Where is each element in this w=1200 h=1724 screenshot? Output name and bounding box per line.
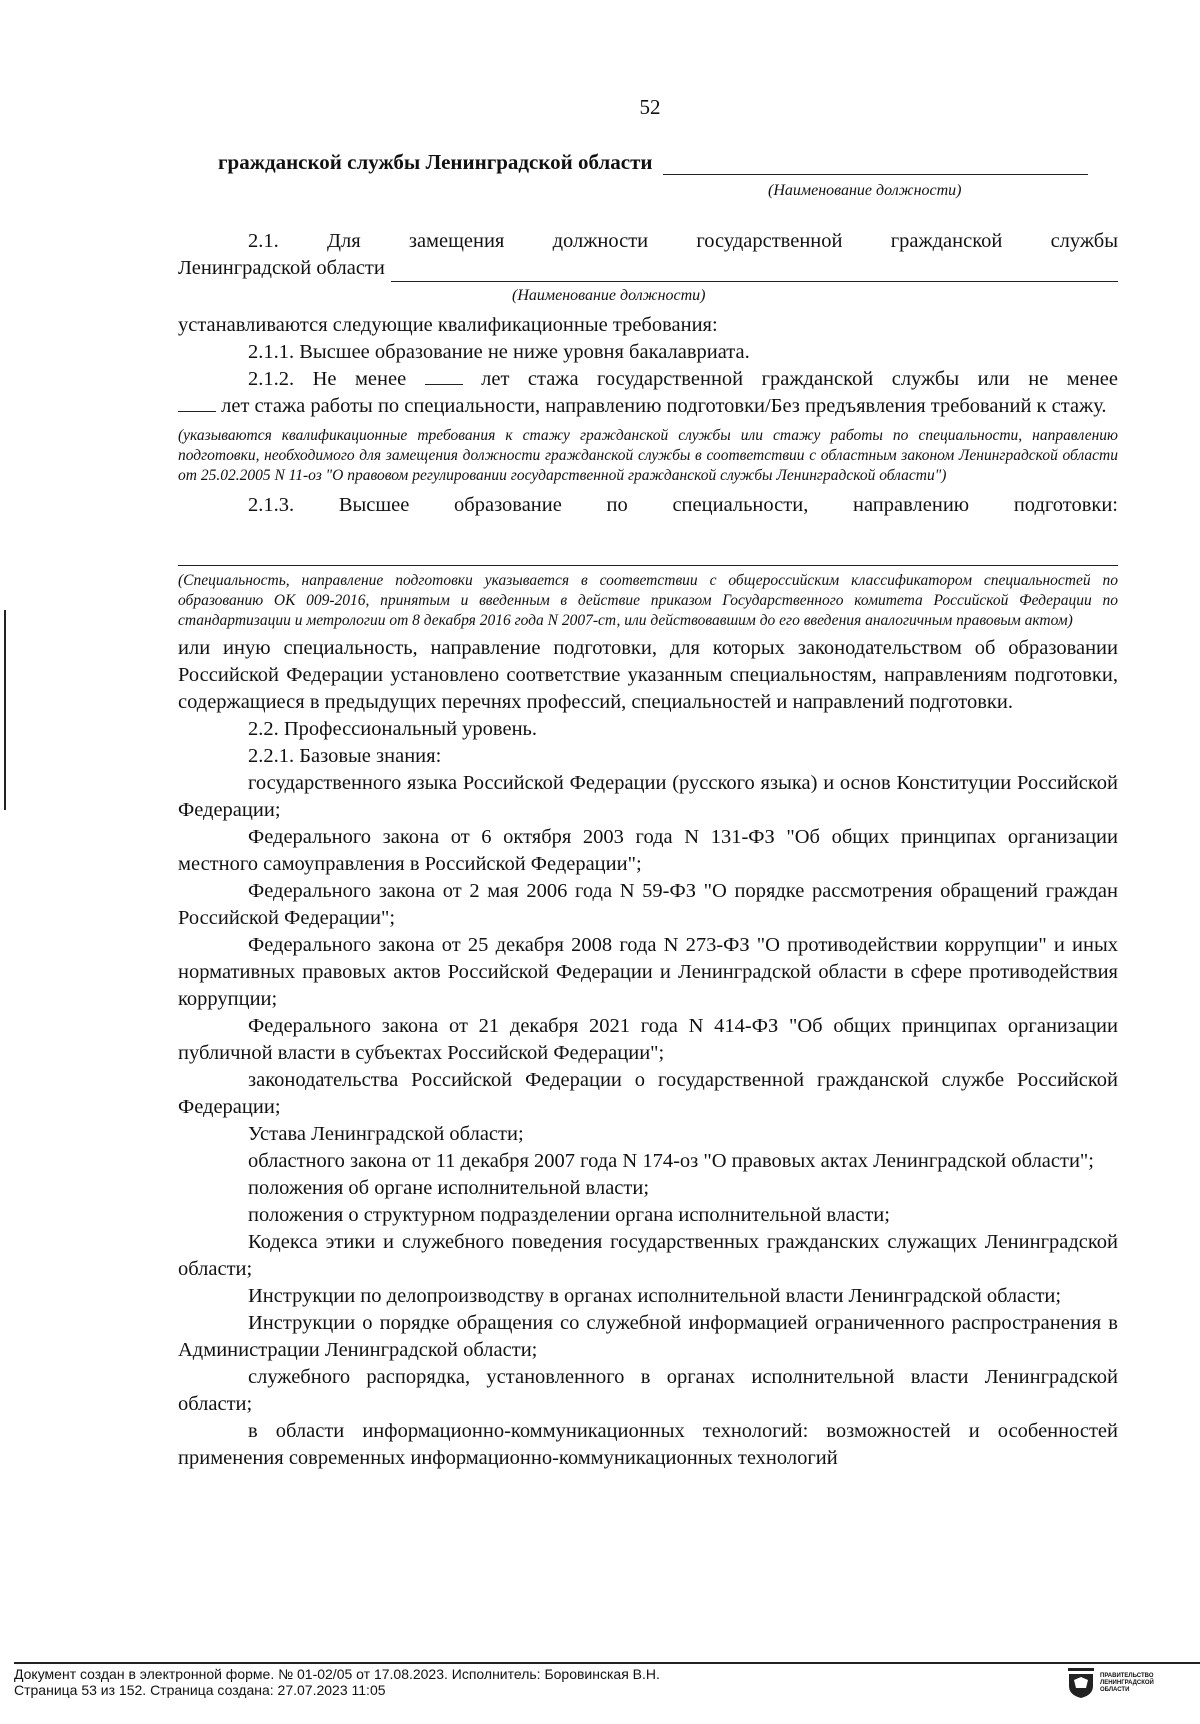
position-caption-1: (Наименование должности) [768,182,962,199]
position-caption-2: (Наименование должности) [512,287,706,304]
government-logo [1068,1668,1170,1698]
document-footer [14,1666,660,1698]
para-2-1-2-start: 2.1.2. Не менее [248,368,407,390]
section-specialty [178,545,1118,1472]
coat-of-arms-icon [1068,1668,1094,1698]
years-blank-1 [425,384,463,385]
knowledge-item: положения о структурном подразделении органа исполнительной власти; [248,1204,890,1226]
knowledge-item: служебного распорядка, установленного в органах исполнительной власти Ленинградской области; [178,1366,1118,1415]
position-blank-line-2 [391,261,1118,282]
logo-text: ПРАВИТЕЛЬСТВО ЛЕНИНГРАДСКОЙ ОБЛАСТИ [1100,1672,1154,1693]
position-blank-line [663,154,1088,175]
knowledge-item: Федерального закона от 21 декабря 2021 года N 414-ФЗ "Об общих принципах организации публичной власти в субъектах Российской Федерации"; [178,1015,1118,1064]
para-2-1-2-line-1 [178,366,1118,393]
knowledge-item: Федерального закона от 2 мая 2006 года N 59-ФЗ "О порядке рассмотрения обращений граждан Российской Федерации"; [178,880,1118,929]
para-2-1-region: Ленинградской области [178,257,385,279]
position-heading [218,150,1088,175]
knowledge-item: Инструкции о порядке обращения со служебной информацией ограниченного распространения в Администрации Ленинградской области; [178,1312,1118,1361]
knowledge-item: положения об органе исполнительной власти; [248,1177,650,1199]
footer-line-1: Документ создан в электронной форме. № 01-02/05 от 17.08.2023. Исполнитель: Боровинская В.Н. [14,1666,660,1682]
knowledge-item: Инструкции по делопроизводству в органах исполнительной власти Ленинградской области; [248,1285,1062,1307]
para-2-2-1: 2.2.1. Базовые знания: [248,745,442,767]
para-2-1-line-a: 2.1. Для замещения должности государственной гражданской службы [248,230,1118,252]
knowledge-item: Устава Ленинградской области; [248,1123,524,1145]
footer-line-2: Страница 53 из 152. Страница создана: 27.07.2023 11:05 [14,1682,386,1698]
para-2-1-2-line-2 [178,393,1118,420]
knowledge-item: законодательства Российской Федерации о государственной гражданской службе Российской Федерации; [178,1069,1118,1118]
para-2-1-2-middle: лет стажа государственной гражданской службы или не менее [481,368,1118,390]
heading-text: гражданской службы Ленинградской области [218,150,653,174]
footer-rule [14,1662,1200,1664]
para-2-1-2-end: лет стажа работы по специальности, направлению подготовки/Без предъявления требований к стажу. [221,395,1107,417]
knowledge-item: Федерального закона от 6 октября 2003 года N 131-ФЗ "Об общих принципах организации местного самоуправления в Российской Федерации"; [178,826,1118,875]
knowledge-item: государственного языка Российской Федерации (русского языка) и основ Конституции Российской Федерации; [178,772,1118,821]
section-2-1 [178,228,1118,282]
page-number: 52 [639,95,661,119]
specialty-blank-line [178,545,1118,566]
knowledge-item: Федерального закона от 25 декабря 2008 года N 273-ФЗ "О противодействии коррупции" и иных нормативных правовых актов Российской Федерации и Ленинградской области в сфере противодействия коррупции; [178,934,1118,1010]
para-inuyu: или иную специальность, направление подготовки, для которых законодательством об образовании Российской Федерации установлено соответствие указанным специальностям, направлениям подготовки, содержащиеся в предыдущих перечнях профессий, специальностей и направлений подготовки. [178,637,1118,713]
para-2-2: 2.2. Профессиональный уровень. [248,718,538,740]
knowledge-item: в области информационно-коммуникационных технологий: возможностей и особенностей применения современных информационно-коммуникационных технологий [178,1420,1118,1469]
knowledge-item: Кодекса этики и служебного поведения государственных гражданских служащих Ленинградской области; [178,1231,1118,1280]
note-stazh: (указываются квалификационные требования к стажу гражданской службы или стажу работы по специальности, направлению подготовки, необходимого для замещения должности гражданской службы в соответствии с областным законом Ленинградской области от 25.02.2005 N 11-оз "О правовом регулировании государственной гражданской службы Ленинградской области") [178,427,1118,484]
left-margin-rule [4,610,6,810]
years-blank-2 [178,411,216,412]
para-2-1-1: 2.1.1. Высшее образование не ниже уровня бакалавриата. [248,341,750,363]
knowledge-item: областного закона от 11 декабря 2007 года N 174-оз "О правовых актах Ленинградской области"; [248,1150,1094,1172]
para-2-1-line-c: устанавливаются следующие квалификационные требования: [178,314,718,336]
note-specialnost: (Специальность, направление подготовки указывается в соответствии с общероссийским классификатором специальностей по образованию ОК 009-2016, принятым и введенным в действие приказом Государственного комитета Российской Федерации по стандартизации и метрологии от 8 декабря 2016 года N 2007-ст, или действовавшим до его введения аналогичным правовым актом) [178,572,1118,629]
section-requirements [178,312,1118,519]
para-2-1-3: 2.1.3. Высшее образование по специальности, направлению подготовки: [248,494,1118,516]
para-2-1-line-b [178,255,1118,282]
